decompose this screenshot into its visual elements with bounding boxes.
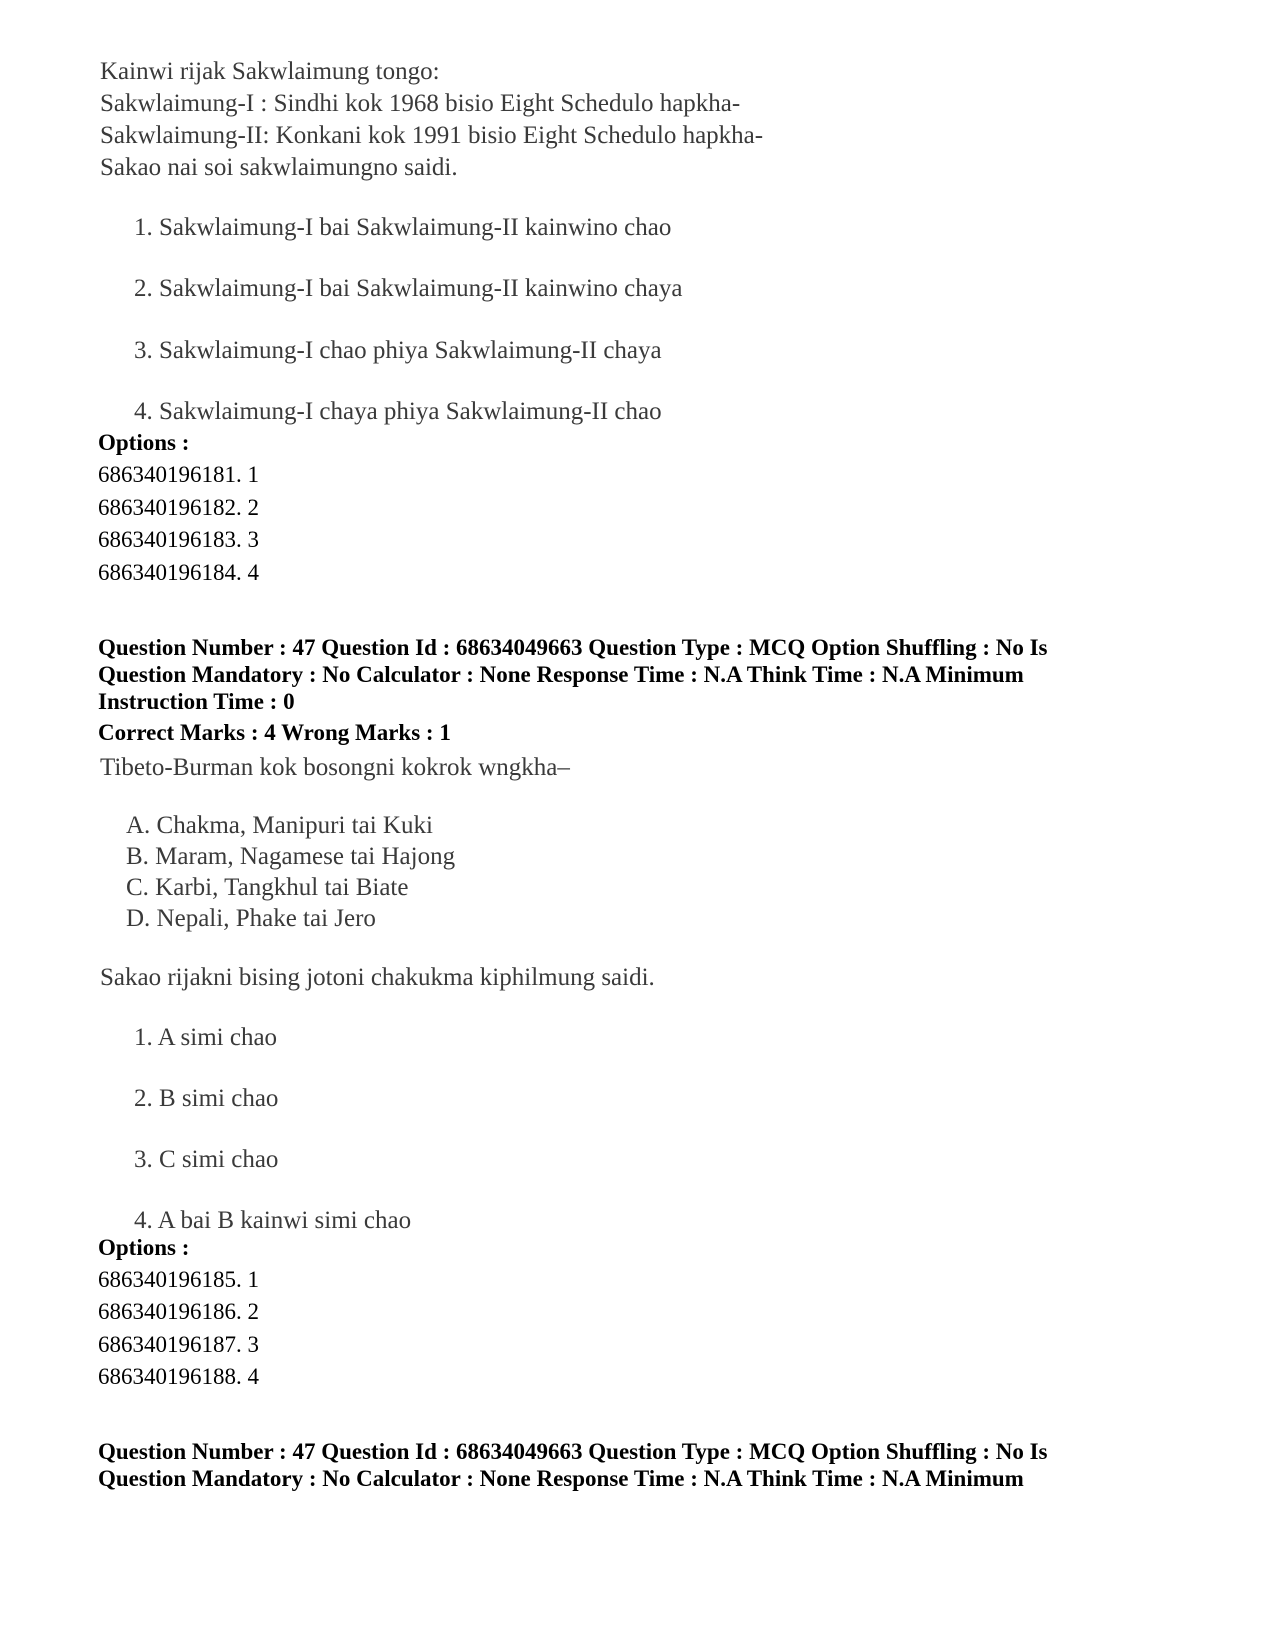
- stem-line: Sakwlaimung-I : Sindhi kok 1968 bisio Eight Schedulo hapkha-: [100, 90, 741, 117]
- choice-4: 4. A bai B kainwi simi chao: [134, 1207, 412, 1234]
- choice-2: 2. B simi chao: [134, 1085, 279, 1112]
- question-prompt: Sakao rijakni bising jotoni chakukma kiphilmung saidi.: [100, 964, 655, 991]
- option-id-line: 686340196185. 1: [98, 1267, 259, 1292]
- option-id-line: 686340196188. 4: [98, 1364, 259, 1389]
- stem-line: Tibeto-Burman kok bosongni kokrok wngkha–: [100, 754, 570, 781]
- list-item-b: B. Maram, Nagamese tai Hajong: [126, 843, 456, 870]
- option-id-line: 686340196186. 2: [98, 1299, 259, 1324]
- stem-line: Sakao nai soi sakwlaimungno saidi.: [100, 154, 458, 181]
- list-item-d: D. Nepali, Phake tai Jero: [126, 905, 376, 932]
- list-item-c: C. Karbi, Tangkhul tai Biate: [126, 874, 409, 901]
- option-id-line: 686340196181. 1: [98, 462, 259, 487]
- stem-line: Kainwi rijak Sakwlaimung tongo:: [100, 58, 440, 85]
- choice-3: 3. C simi chao: [134, 1146, 279, 1173]
- stem-line: Sakwlaimung-II: Konkani kok 1991 bisio Eight Schedulo hapkha-: [100, 122, 764, 149]
- question-meta: Question Number : 47 Question Id : 68634049663 Question Type : MCQ Option Shuffling : No Is Question Mandatory : No Calculator : None Response Time : N.A Think Time : N.A Minimum: [98, 1439, 1048, 1491]
- options-label: Options :: [98, 1235, 190, 1260]
- list-item-a: A. Chakma, Manipuri tai Kuki: [126, 812, 433, 839]
- option-id-line: 686340196183. 3: [98, 527, 259, 552]
- options-label: Options :: [98, 430, 190, 455]
- choice-1: 1. Sakwlaimung-I bai Sakwlaimung-II kainwino chao: [134, 214, 672, 241]
- choice-4: 4. Sakwlaimung-I chaya phiya Sakwlaimung-II chao: [134, 398, 662, 425]
- question-meta: Question Number : 47 Question Id : 68634049663 Question Type : MCQ Option Shuffling : No Is Question Mandatory : No Calculator : None Response Time : N.A Think Time : N.A Minimum Instruction Time : 0: [98, 635, 1048, 714]
- option-id-line: 686340196184. 4: [98, 560, 259, 585]
- choice-2: 2. Sakwlaimung-I bai Sakwlaimung-II kainwino chaya: [134, 275, 683, 302]
- marks-line: Correct Marks : 4 Wrong Marks : 1: [98, 720, 451, 745]
- choice-3: 3. Sakwlaimung-I chao phiya Sakwlaimung-II chaya: [134, 337, 662, 364]
- choice-1: 1. A simi chao: [134, 1024, 278, 1051]
- option-id-line: 686340196182. 2: [98, 495, 259, 520]
- option-id-line: 686340196187. 3: [98, 1332, 259, 1357]
